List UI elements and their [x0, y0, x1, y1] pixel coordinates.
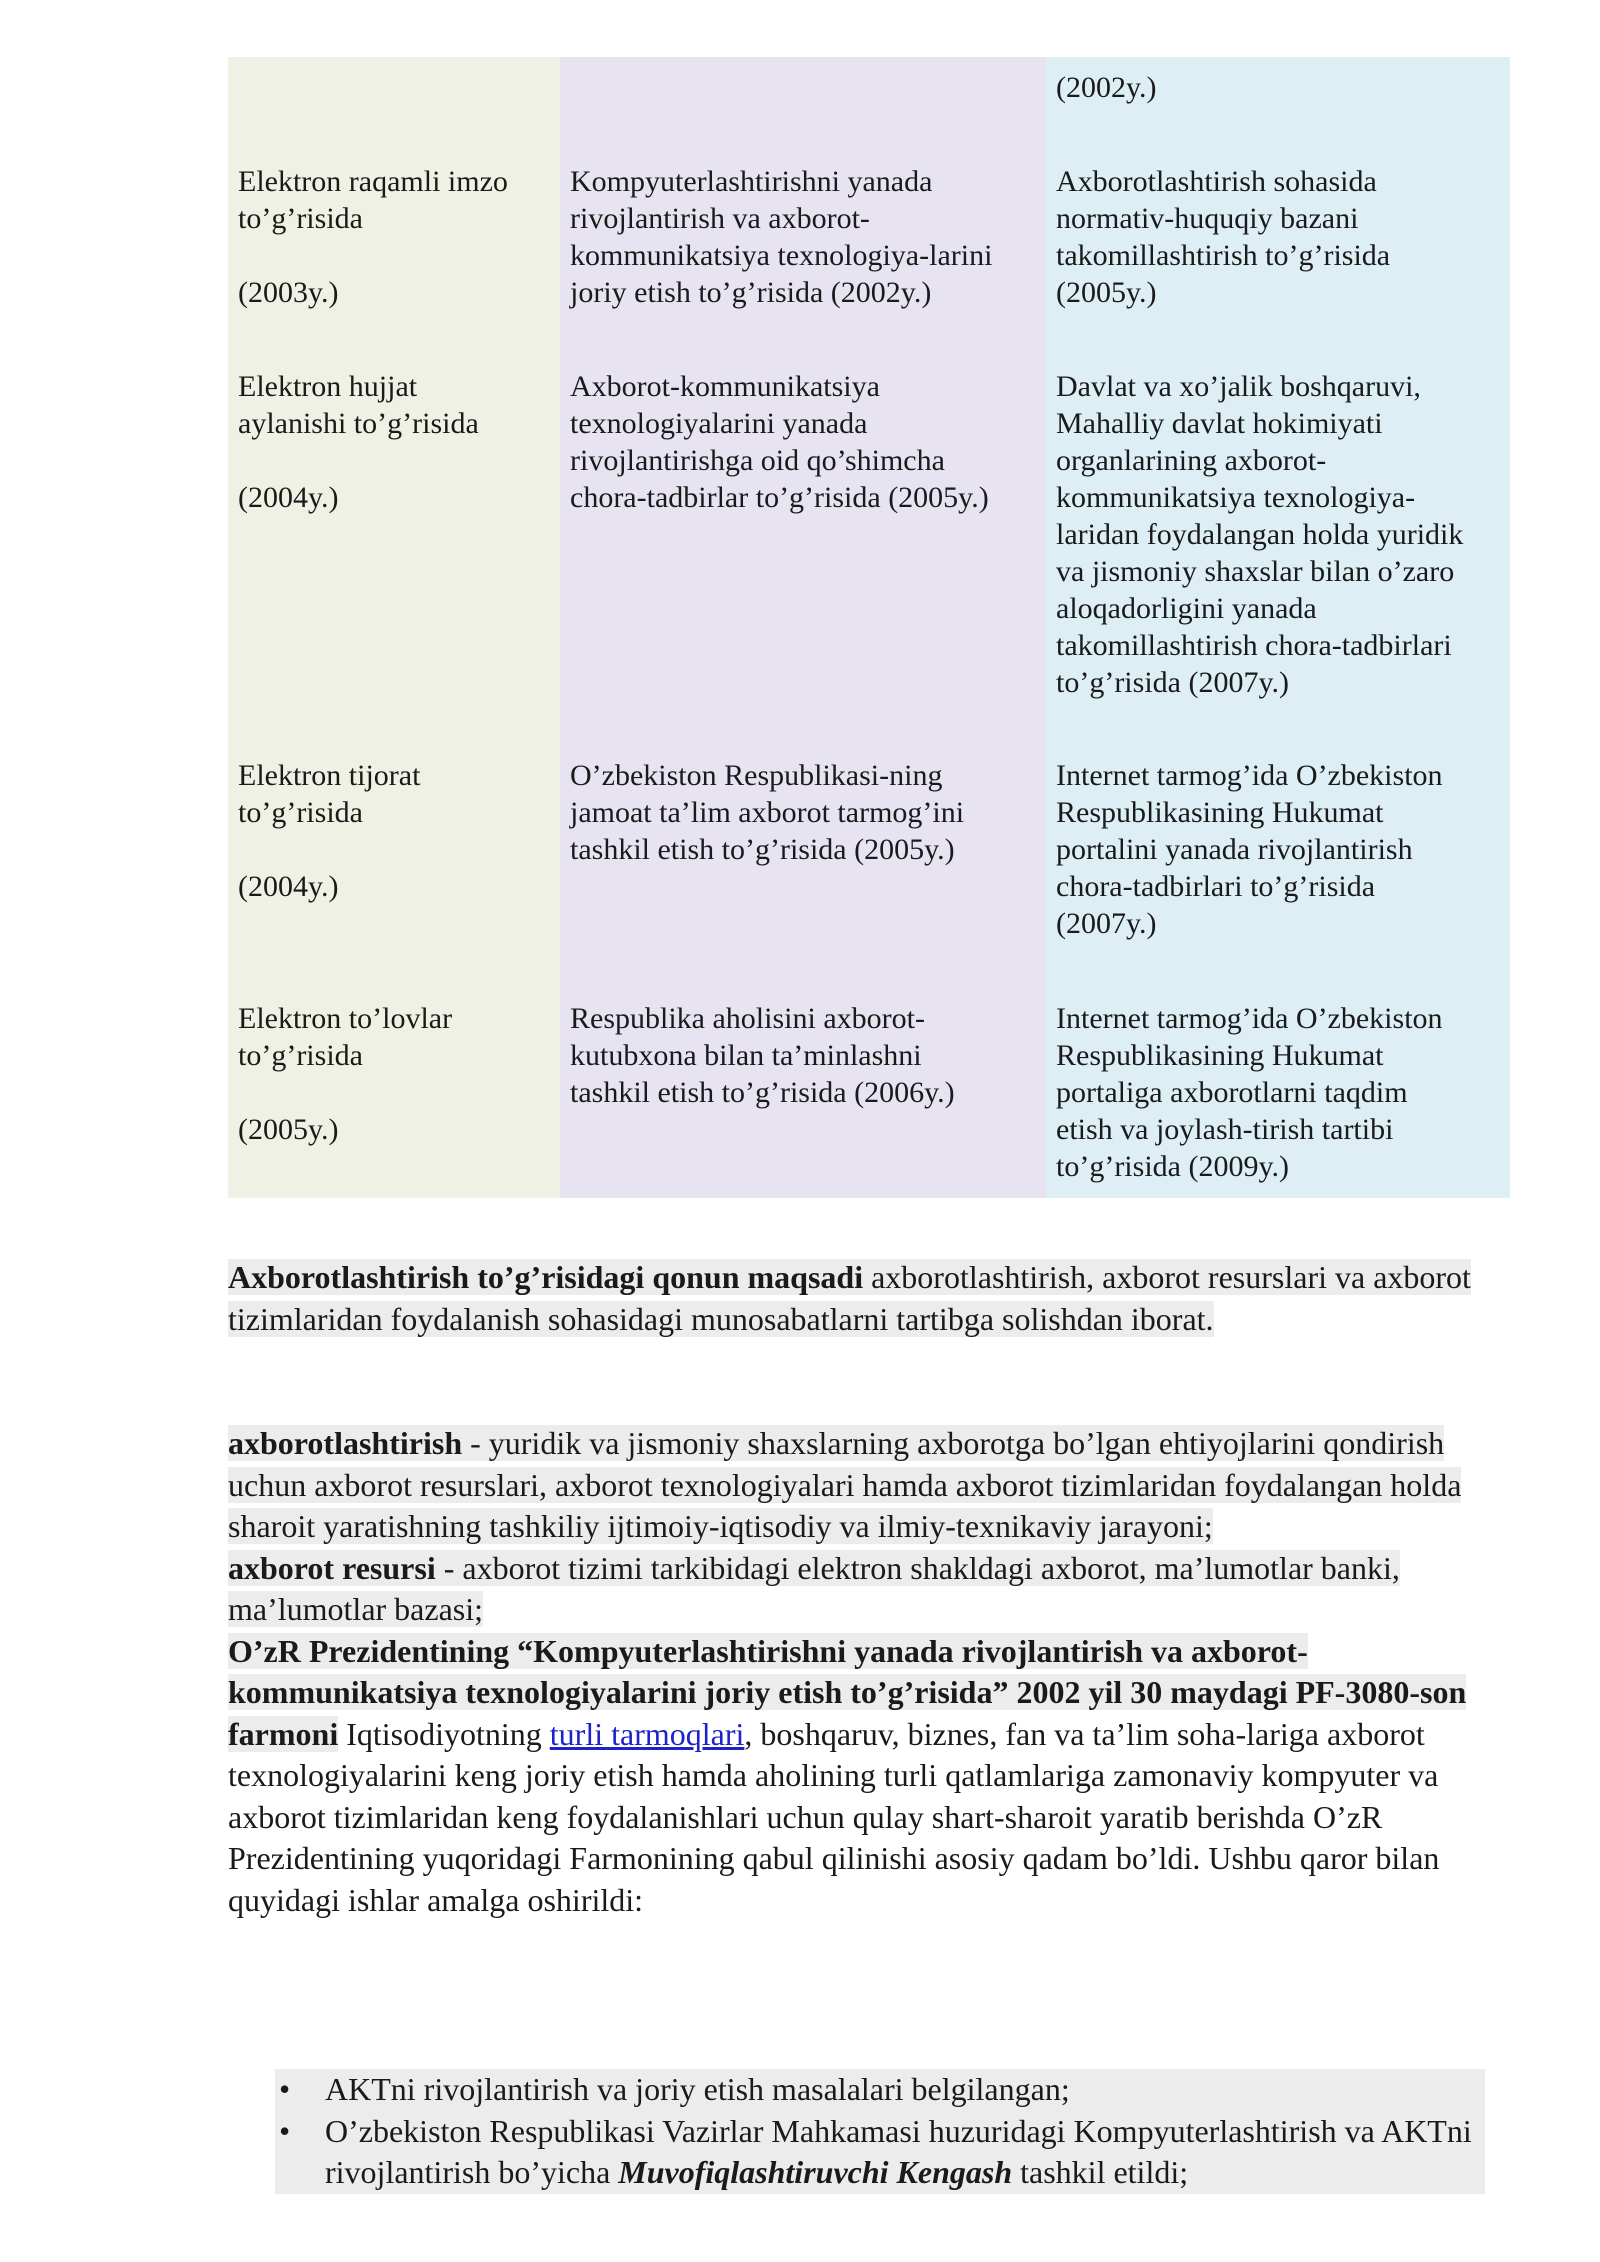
- table-cell: Elektron to’lovlar to’g’risida (2005y.): [238, 1002, 453, 1146]
- table-column-resolutions: [1046, 57, 1510, 1198]
- turli-tarmoqlari-link[interactable]: turli tarmoqlari: [549, 1715, 745, 1752]
- table-column-decrees: [560, 57, 1046, 1198]
- list-item: [275, 2069, 1485, 2111]
- table-cell: Elektron tijorat to’g’risida (2004y.): [238, 759, 421, 903]
- table-cell: Axborotlashtirish sohasida normativ-huquqiy bazani takomillashtirish to’g’risida (2005y.): [1056, 165, 1391, 309]
- bullet-marker: •: [279, 2071, 291, 2107]
- law-purpose-text: axborotlashtirish, axborot resurslari va axborot tizimlaridan foydalanish sohasidagi munosabatlarni tartibga solishdan iborat.: [228, 1259, 1471, 1337]
- decree-text-post: , boshqaruv, biznes, fan va ta’lim soha-lariga axborot texnologiyalarini keng joriy etish hamda aholining turli qatlamlariga zamonaviy kompyuter va axborot tizimlaridan keng foydalanishlari uchun qulay shart-sharoit yaratib berishda O’zR Prezidentining yuqoridagi Farmonining qabul qilinishi asosiy qadam bo’ldi. Ushbu qaror bilan quyidagi ishlar amalga oshirildi:: [228, 1715, 1440, 1918]
- table-cell: O’zbekiston Respublikasi-ning jamoat ta’lim axborot tarmog’ini tashkil etish to’g’risida (2005y.): [570, 759, 965, 866]
- list-item-emphasis: Muvofiqlashtiruvchi Kengash: [618, 2154, 1013, 2190]
- bullet-marker: •: [279, 2112, 291, 2149]
- list-item-text: O’zbekiston Respublikasi Vazirlar Mahkamasi huzuridagi Kompyuterlashtirish va AKTni rivojlantirish bo’yicha: [325, 2112, 1472, 2190]
- table-cell: (2002y.): [1056, 71, 1157, 104]
- table-column-laws: [228, 57, 560, 1198]
- definition-axborotlashtirish: [228, 1423, 1528, 1548]
- law-purpose-paragraph: [228, 1257, 1528, 1340]
- decree-paragraph: [228, 1631, 1528, 1922]
- definitions-block: [228, 1423, 1528, 1921]
- bullet-list: [275, 2069, 1485, 2194]
- law-purpose-heading: Axborotlashtirish to’g’risidagi qonun maqsadi: [228, 1259, 864, 1295]
- table-cell: Davlat va xo’jalik boshqaruvi, Mahalliy davlat hokimiyati organlarining axborot- kommunikatsiya texnologiya- laridan foydalangan holda yuridik va jismoniy shaxslar bilan o’zaro aloqadorligini yanada takomillashtirish chora-tadbirlari to’g’risida (2007y.): [1056, 370, 1464, 699]
- definition-text: - yuridik va jismoniy shaxslarning axborotga bo’lgan ehtiyojlarini qondirish uchun axborot resurslari, axborot texnologiyalari hamda axborot tizimlaridan foydalangan holda sharoit yaratishning tashkiliy ijtimoiy-iqtisodiy va ilmiy-texnikaviy jarayoni;: [228, 1425, 1462, 1544]
- table-cell: Respublika aholisini axborot- kutubxona bilan ta’minlashni tashkil etish to’g’risida (2006y.): [570, 1002, 955, 1109]
- definition-axborot-resursi: [228, 1548, 1528, 1631]
- definition-text: - axborot tizimi tarkibidagi elektron shakldagi axborot, ma’lumotlar banki, ma’lumotlar bazasi;: [228, 1549, 1400, 1627]
- list-item-text: AKTni rivojlantirish va joriy etish masalalari belgilangan;: [325, 2071, 1070, 2107]
- table-cell: Kompyuterlashtirishni yanada rivojlantirish va axborot- kommunikatsiya texnologiya-larini joriy etish to’g’risida (2002y.): [570, 165, 993, 309]
- list-item: [275, 2111, 1485, 2194]
- laws-table: [228, 57, 1510, 1198]
- table-cell: Elektron hujjat aylanishi to’g’risida (2004y.): [238, 370, 479, 514]
- table-cell: Internet tarmog’ida O’zbekiston Respublikasining Hukumat portalini yanada rivojlantirish chora-tadbirlari to’g’risida (2007y.): [1056, 759, 1443, 940]
- table-cell: Elektron raqamli imzo to’g’risida (2003y.): [238, 165, 508, 309]
- definition-term: axborot resursi: [228, 1549, 436, 1586]
- list-item-text-end: tashkil etildi;: [1012, 2154, 1189, 2190]
- decree-text-pre: Iqtisodiyotning: [338, 1715, 550, 1752]
- table-cell: Axborot-kommunikatsiya texnologiyalarini yanada rivojlantirishga oid qo’shimcha chora-tadbirlar to’g’risida (2005y.): [570, 370, 989, 514]
- decree-title: O’zR Prezidentining “Kompyuterlashtirishni yanada rivojlantirish va axborot-kommunikatsiya texnologiyalarini joriy etish to’g’risida” 2002 yil 30 maydagi PF-3080-son farmoni: [228, 1632, 1467, 1752]
- definition-term: axborotlashtirish: [228, 1425, 463, 1461]
- table-cell: Internet tarmog’ida O’zbekiston Respublikasining Hukumat portaliga axborotlarni taqdim etish va joylash-tirish tartibi to’g’risida (2009y.): [1056, 1002, 1443, 1183]
